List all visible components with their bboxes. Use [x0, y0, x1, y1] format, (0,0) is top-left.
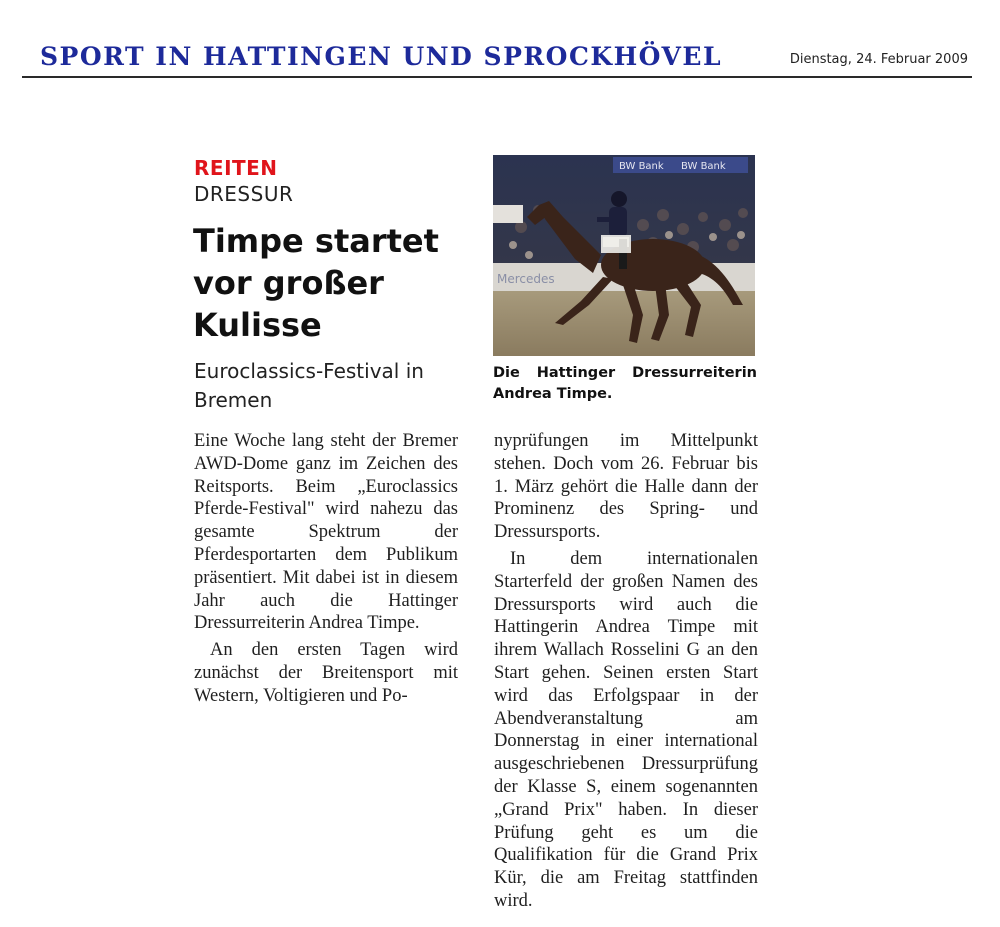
date-weekday: Dienstag, — [789, 52, 852, 67]
article-headline: Timpe startet vor großer Kulisse — [193, 222, 439, 344]
article-column-1 — [194, 430, 458, 708]
article-kicker: REITEN — [194, 156, 278, 180]
column-2-paragraph-1: nyprüfungen im Mittelpunkt stehen. Doch vom 26. Februar bis 1. März gehört die Halle dann der Prominenz des Spring- und Dressursports. — [494, 431, 758, 543]
column-2-paragraph-2: In dem internationalen Starterfeld der großen Namen des Dressursports wird auch die Hattingerin Andrea Timpe mit ihrem Wallach Rosselini G an den Start gehen. Seinen ersten Start wird das Erfolgspaar in der Abendveranstaltung am Donnerstag in einer international ausgeschriebenen Dressurprüfung der Klasse S, einem sogenannten „Grand Prix" haben. In dieser Prüfung geht es um die Qualifikation für die Grand Prix Kür, die am Freitag stattfinden wird. — [494, 548, 758, 911]
newspaper-section-title: SPORT IN HATTINGEN UND SPROCKHÖVEL — [40, 42, 723, 71]
article-subhead: Euroclassics-Festival in Bremen — [194, 359, 424, 412]
dressage-photo-image — [493, 155, 755, 356]
publication-date — [790, 52, 968, 67]
column-1-paragraph-2: An den ersten Tagen wird zunächst der Breitensport mit Western, Voltigieren und Po- — [194, 640, 458, 706]
column-1-paragraph-1: Eine Woche lang steht der Bremer AWD-Dome ganz im Zeichen des Reitsports. Beim „Euroclassics Pferde-Festival" wird nahezu das gesamte Spektrum der Pferdesportarten dem Publikum präsentiert. Mit dabei ist in diesem Jahr auch die Hattinger Dressurreiterin Andrea Timpe. — [194, 431, 458, 634]
masthead — [22, 42, 972, 78]
article-column-2 — [494, 430, 758, 913]
photo-caption: Die Hattinger Dressurreiterin Andrea Timpe. — [493, 365, 757, 402]
banner-text-2: BW Bank — [681, 161, 726, 172]
dressage-photo — [493, 155, 755, 356]
arena-sign: Mercedes — [497, 272, 555, 286]
banner-text-1: BW Bank — [619, 161, 664, 172]
date-value: 24. Februar 2009 — [856, 52, 968, 67]
article-section: DRESSUR — [194, 182, 294, 206]
